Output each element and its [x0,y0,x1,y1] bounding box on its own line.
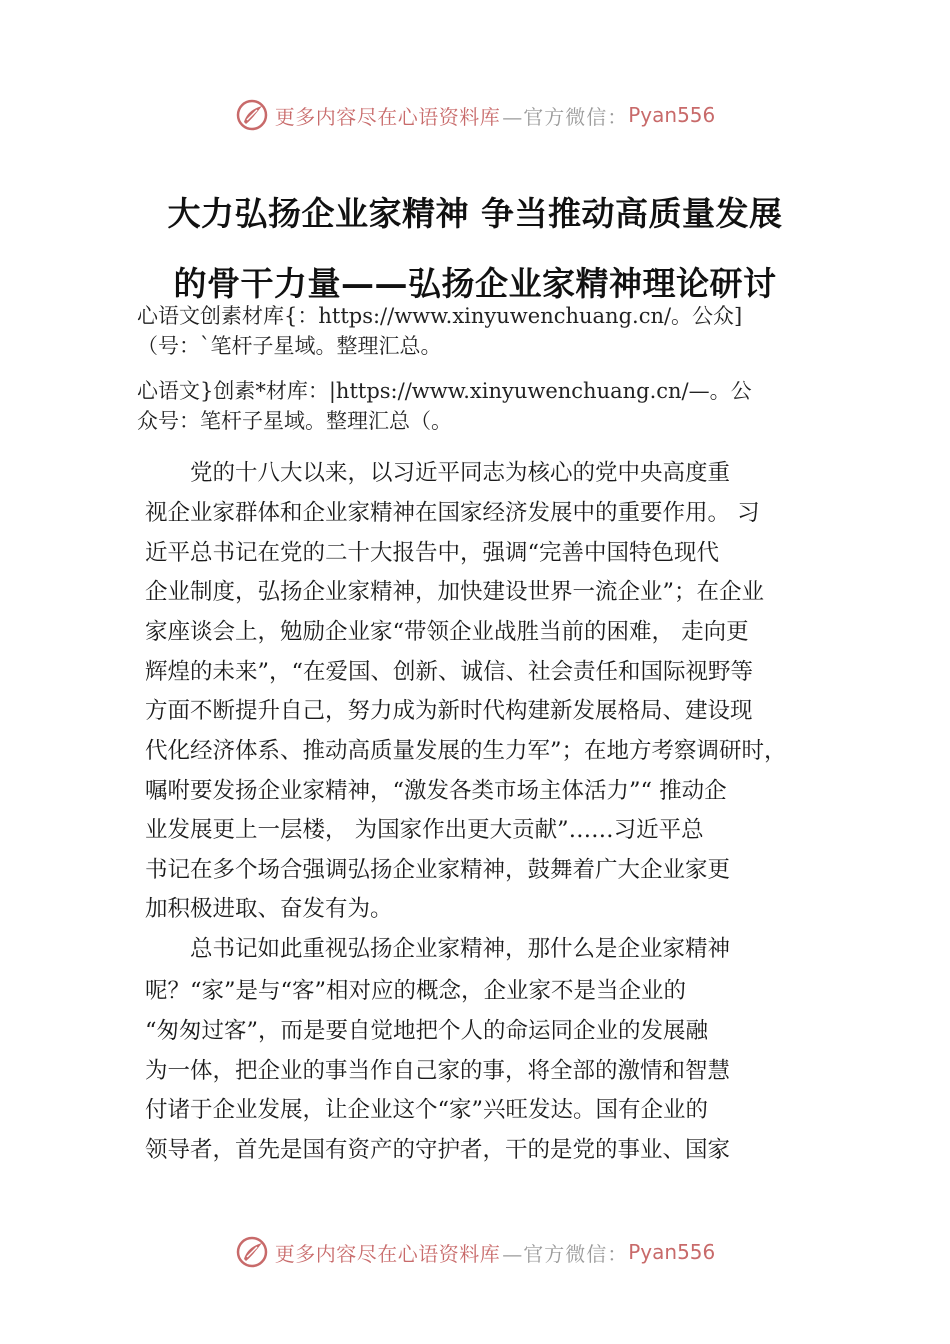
body-line: 代化经济体系、推动高质量发展的生力军”；在地方考察调研时， [145,738,787,764]
body-line: 领导者，首先是国有资产的守护者，干的是党的事业、国家 [145,1137,731,1163]
banner-text: 更多内容尽在心语资料库 [274,104,501,129]
body-line: 加积极进取、奋发有为。 [145,896,393,922]
document-title-line-2: 的骨干力量——弘扬企业家精神理论研讨 [173,264,777,303]
brand-logo-icon [235,98,269,132]
source-note-line: 心语文创素材库{：https://www.xinyuwenchuang.cn/。公众] [137,304,743,328]
body-line: 总书记如此重视弘扬企业家精神，那什么是企业家精神 [145,936,731,962]
body-line: 呢？“家”是与“客”相对应的概念，企业家不是当企业的 [145,978,687,1004]
header-banner [0,95,950,135]
banner-wechat-id: Pyan556 [628,103,716,127]
body-line: 企业制度，弘扬企业家精神，加快建设世界一流企业”；在企业 [145,579,765,605]
body-line: 辉煌的未来”，“在爱国、创新、诚信、社会责任和国际视野等 [145,659,754,685]
banner-separator: —官方微信： [502,1241,629,1266]
body-line: 业发展更上一层楼， 为国家作出更大贡献”……习近平总 [145,817,704,843]
body-line: 方面不断提升自己，努力成为新时代构建新发展格局、建设现 [145,698,753,724]
body-line: 家座谈会上，勉励企业家“带领企业战胜当前的困难， 走向更 [145,619,749,645]
banner-wechat-id: Pyan556 [628,1240,716,1264]
body-line: 嘱咐要发扬企业家精神，“激发各类市场主体活力”“ 推动企 [145,778,727,804]
source-note-line: （号：`笔杆子星域。整理汇总。 [137,334,442,358]
document-title-line-1: 大力弘扬企业家精神 争当推动高质量发展 [167,194,783,233]
banner-text: 更多内容尽在心语资料库 [274,1241,501,1266]
source-note-line: 众号：笔杆子星域。整理汇总（。 [137,409,452,433]
brand-logo-icon [235,1235,269,1269]
body-line: 为一体，把企业的事当作自己家的事，将全部的激情和智慧 [145,1058,731,1084]
banner-separator: —官方微信： [502,104,629,129]
body-line: “匆匆过客”，而是要自觉地把个人的命运同企业的发展融 [145,1018,709,1044]
footer-banner [0,1232,950,1272]
body-line: 党的十八大以来，以习近平同志为核心的党中央高度重 [145,460,731,486]
source-note-line: 心语文}创素*材库：|https://www.xinyuwenchuang.cn/—。公 [137,379,752,403]
body-line: 近平总书记在党的二十大报告中，强调“完善中国特色现代 [145,540,720,566]
body-line: 书记在多个场合强调弘扬企业家精神，鼓舞着广大企业家更 [145,857,731,883]
body-line: 视企业家群体和企业家精神在国家经济发展中的重要作用。 习 [145,500,760,526]
body-line: 付诸于企业发展，让企业这个“家”兴旺发达。国有企业的 [145,1097,709,1123]
